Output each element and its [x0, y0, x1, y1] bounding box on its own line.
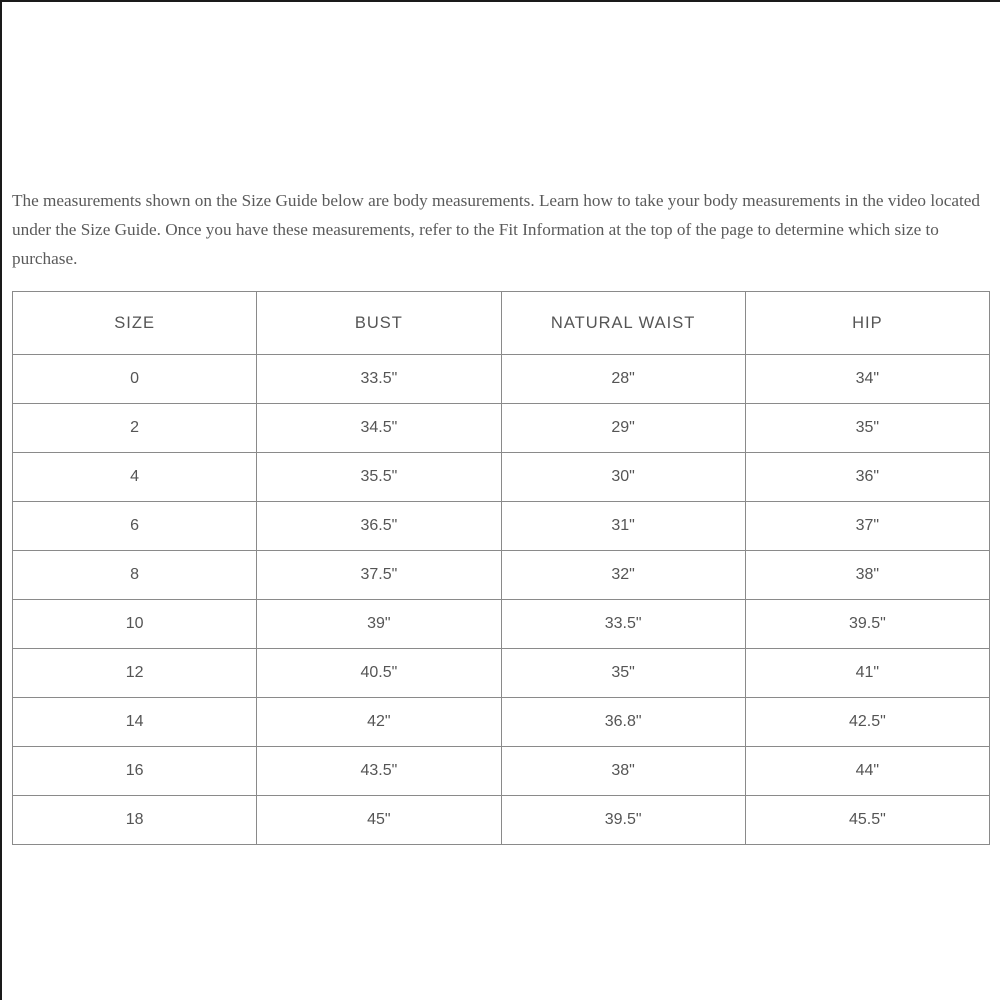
cell-size: 16	[13, 747, 257, 796]
size-table-body	[13, 355, 990, 845]
cell-hip: 39.5"	[745, 600, 989, 649]
cell-natural-waist: 39.5"	[501, 796, 745, 845]
table-row	[13, 600, 990, 649]
cell-natural-waist: 31"	[501, 502, 745, 551]
cell-bust: 35.5"	[257, 453, 501, 502]
size-guide-table	[12, 291, 990, 845]
cell-hip: 38"	[745, 551, 989, 600]
cell-natural-waist: 30"	[501, 453, 745, 502]
header-bust: BUST	[257, 292, 501, 355]
table-row	[13, 698, 990, 747]
cell-hip: 45.5"	[745, 796, 989, 845]
cell-size: 6	[13, 502, 257, 551]
cell-natural-waist: 28"	[501, 355, 745, 404]
cell-size: 14	[13, 698, 257, 747]
cell-size: 18	[13, 796, 257, 845]
table-row	[13, 355, 990, 404]
cell-bust: 33.5"	[257, 355, 501, 404]
cell-bust: 40.5"	[257, 649, 501, 698]
table-row	[13, 404, 990, 453]
header-natural-waist: NATURAL WAIST	[501, 292, 745, 355]
cell-hip: 35"	[745, 404, 989, 453]
cell-size: 12	[13, 649, 257, 698]
cell-bust: 37.5"	[257, 551, 501, 600]
cell-size: 2	[13, 404, 257, 453]
cell-bust: 39"	[257, 600, 501, 649]
cell-hip: 41"	[745, 649, 989, 698]
header-hip: HIP	[745, 292, 989, 355]
size-table-header-row	[13, 292, 990, 355]
table-row	[13, 796, 990, 845]
cell-size: 8	[13, 551, 257, 600]
cell-bust: 43.5"	[257, 747, 501, 796]
cell-natural-waist: 35"	[501, 649, 745, 698]
table-row	[13, 453, 990, 502]
cell-hip: 36"	[745, 453, 989, 502]
cell-natural-waist: 29"	[501, 404, 745, 453]
cell-hip: 37"	[745, 502, 989, 551]
header-size: SIZE	[13, 292, 257, 355]
cell-natural-waist: 32"	[501, 551, 745, 600]
cell-hip: 44"	[745, 747, 989, 796]
size-table-header	[13, 292, 990, 355]
table-row	[13, 502, 990, 551]
cell-bust: 45"	[257, 796, 501, 845]
cell-bust: 34.5"	[257, 404, 501, 453]
cell-natural-waist: 38"	[501, 747, 745, 796]
table-row	[13, 747, 990, 796]
cell-bust: 42"	[257, 698, 501, 747]
cell-natural-waist: 33.5"	[501, 600, 745, 649]
table-row	[13, 551, 990, 600]
size-guide-intro-text: The measurements shown on the Size Guide below are body measurements. Learn how to take your body measurements in the video located under the Size Guide. Once you have these measurements, refer to the Fit Information at the top of the page to determine which size to purchase.	[12, 191, 980, 268]
cell-natural-waist: 36.8"	[501, 698, 745, 747]
cell-size: 0	[13, 355, 257, 404]
cell-hip: 34"	[745, 355, 989, 404]
cell-hip: 42.5"	[745, 698, 989, 747]
cell-size: 4	[13, 453, 257, 502]
table-row	[13, 649, 990, 698]
cell-size: 10	[13, 600, 257, 649]
cell-bust: 36.5"	[257, 502, 501, 551]
